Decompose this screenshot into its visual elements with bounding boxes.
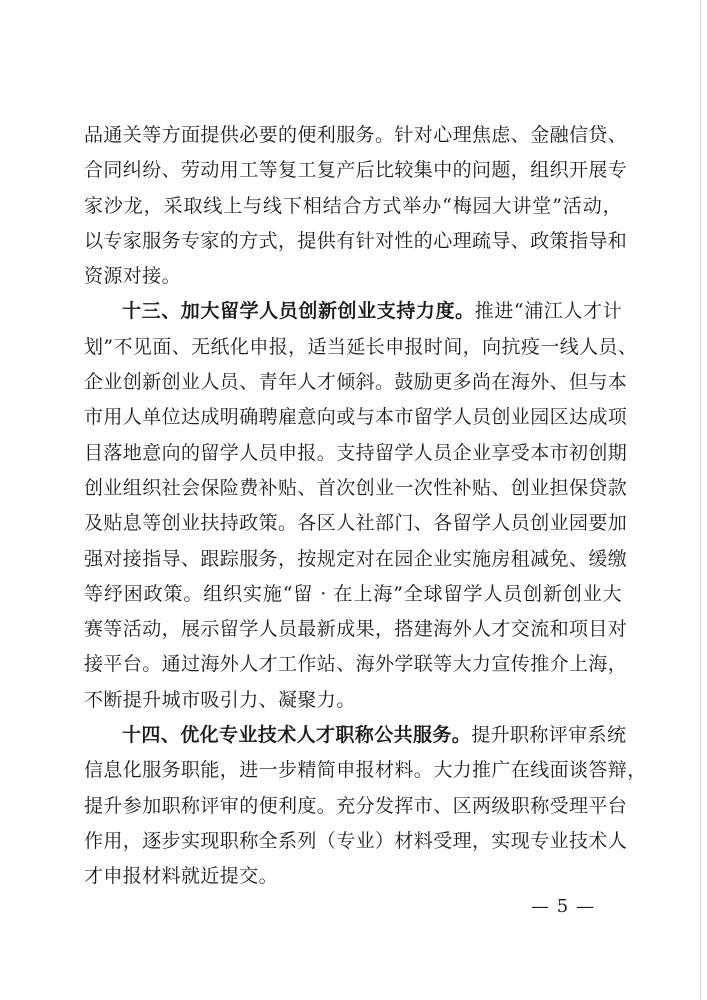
text-line: 信息化服务职能，进一步精简申报材料。大力推广在线面谈答辩， [84,759,647,782]
text-line: 提升参加职称评审的便利度。充分发挥市、区两级职称受理平台 [84,794,628,817]
text-line: 强对接指导、跟踪服务，按规定对在园企业实施房租减免、缓缴 [84,547,628,570]
text-line: 等纾困政策。组织实施“留 · 在上海”全球留学人员创新创业大 [84,582,622,605]
text-line: 资源对接。 [84,265,182,288]
text-line: 品通关等方面提供必要的便利服务。针对心理焦虑、金融信贷、 [84,124,628,146]
page-number: — 5 — [531,896,595,917]
text-run: 提升职称评审系统 [471,724,627,747]
text-line: 企业创新创业人员、青年人才倾斜。鼓励更多尚在海外、但与本 [84,371,628,394]
paragraph-first-line [84,718,627,753]
text-line: 作用，逐步实现职称全系列（专业）材料受理，实现专业技术人 [84,829,628,852]
section-heading: 十三、加大留学人员创新创业支持力度。 [122,300,475,323]
text-line: 目落地意向的留学人员申报。支持留学人员企业享受本市初创期 [84,441,628,464]
scan-edge-line [700,0,701,1000]
text-line: 以专家服务专家的方式，提供有针对性的心理疏导、政策指导和 [84,229,628,252]
text-line: 接平台。通过海外人才工作站、海外学联等大力宣传推介上海， [84,653,628,676]
text-line: 不断提升城市吸引力、凝聚力。 [84,688,356,711]
text-line: 合同纠纷、劳动用工等复工复产后比较集中的问题，组织开展专 [84,159,628,182]
text-line: 才申报材料就近提交。 [84,865,279,888]
text-line: 及贴息等创业扶持政策。各区人社部门、各留学人员创业园要加 [84,512,628,535]
text-line: 市用人单位达成明确聘雇意向或与本市留学人员创业园区达成项 [84,406,628,429]
text-run: 推进“浦江人才计 [474,300,622,323]
text-line: 家沙龙，采取线上与线下相结合方式举办“梅园大讲堂”活动， [84,194,622,217]
text-line: 赛等活动，展示留学人员最新成果，搭建海外人才交流和项目对 [84,618,628,641]
body-text [84,118,647,895]
paragraph-first-line [84,294,622,329]
section-heading: 十四、优化专业技术人才职称公共服务。 [122,724,472,747]
text-line: 创业组织社会保险费补贴、首次创业一次性补贴、创业担保贷款 [84,476,628,499]
text-line: 划”不见面、无纸化申报，适当延长申报时间，向抗疫一线人员、 [84,335,638,358]
